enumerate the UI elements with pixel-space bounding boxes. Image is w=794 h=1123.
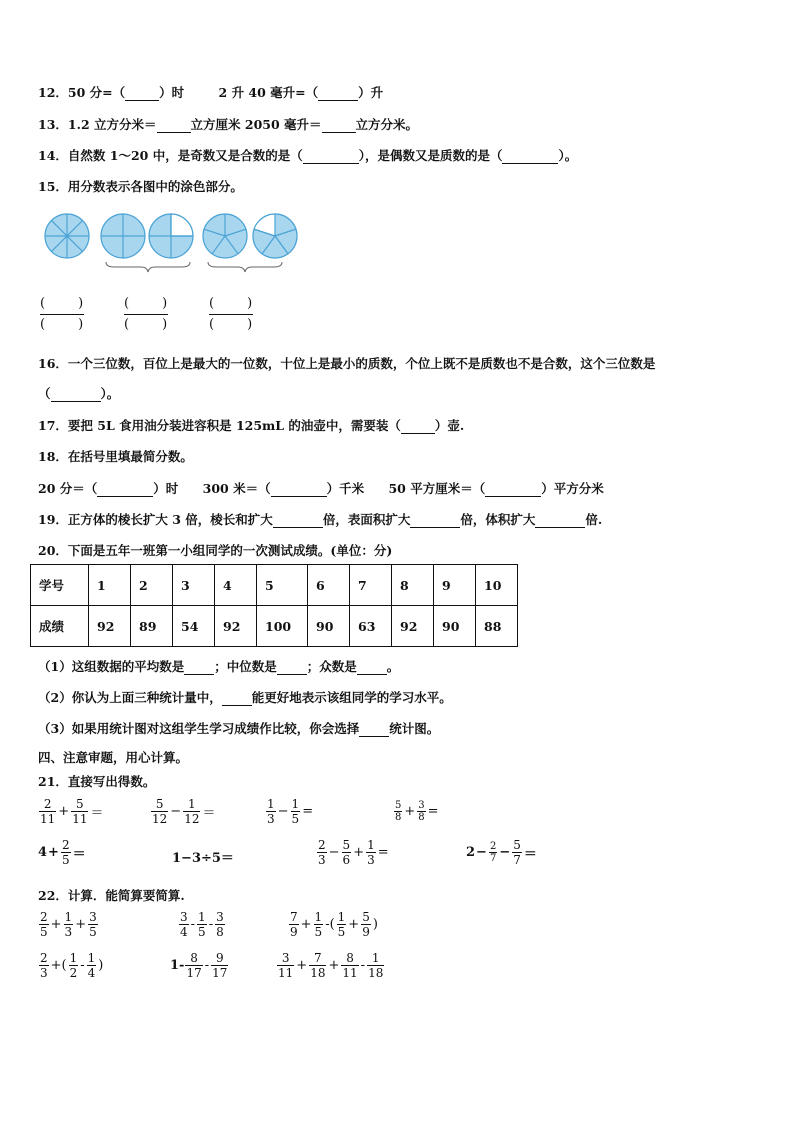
circle-eighths <box>45 214 89 258</box>
expression: $\frac{5}{8}$ + $\frac{3}{8}$ = <box>395 800 439 823</box>
answer-blank[interactable] <box>273 514 323 528</box>
question-21: 21．直接写出得数。 <box>38 774 156 789</box>
question-14: 14．自然数 1～20 中，是奇数又是合数的是（ ），是偶数又是质数的是（ ）。 <box>38 148 578 163</box>
answer-blank[interactable] <box>125 87 159 101</box>
circle-fifths-1 <box>203 214 247 258</box>
question-16: 16．一个三位数，百位上是最大的一位数，十位上是最小的质数，个位上既不是质数也不是合数，这个三位数是 <box>38 356 656 371</box>
expression: $\frac{1}{3}$ − $\frac{1}{5}$ = <box>267 797 314 826</box>
answer-blank[interactable] <box>318 87 358 101</box>
question-13: 13．1.2 立方分米＝ 立方厘米 2050 毫升＝ 立方分米。 <box>38 117 419 132</box>
answer-blank[interactable] <box>303 150 359 164</box>
expression: $\frac{2}{5}$ + $\frac{1}{3}$ + $\frac{3}{5}$ <box>40 910 97 939</box>
answer-blank[interactable] <box>485 483 541 497</box>
expression: $\frac{2}{3}$ +( $\frac{1}{2}$ - $\frac{1}{4}$ ) <box>40 951 104 980</box>
table-row: 成绩 92 89 54 92 100 90 63 92 90 88 <box>31 606 518 647</box>
answer-blank[interactable] <box>157 119 191 133</box>
circle-fifths-2 <box>253 214 297 258</box>
answer-blank[interactable] <box>222 692 252 706</box>
expression: 2 − $\frac{2}{7}$ − $\frac{5}{7}$ ＝ <box>466 838 537 867</box>
answer-blank[interactable] <box>271 483 327 497</box>
question-20: 20．下面是五年一班第一小组同学的一次测试成绩。(单位：分) <box>38 543 393 558</box>
answer-fraction[interactable]: ( ) ( ) <box>40 296 84 332</box>
expression: 1- $\frac{8}{17}$ - $\frac{9}{17}$ <box>170 951 228 980</box>
answer-blank[interactable] <box>357 661 387 675</box>
brace-icon <box>106 262 190 272</box>
question-20-part1: （1）这组数据的平均数是 ；中位数是 ；众数是 。 <box>38 659 400 674</box>
expression: 4 + $\frac{2}{5}$ ＝ <box>38 838 86 867</box>
question-22: 22．计算．能简算要简算. <box>38 888 185 903</box>
question-16-line2: （ ）。 <box>38 386 120 401</box>
question-20-part2: （2）你认为上面三种统计量中， 能更好地表示该组同学的学习水平。 <box>38 690 452 705</box>
answer-blank[interactable] <box>277 661 307 675</box>
answer-fraction[interactable]: ( ) ( ) <box>209 296 253 332</box>
question-18: 18．在括号里填最简分数。 <box>38 449 193 464</box>
table-row: 学号 1 2 3 4 5 6 7 8 9 10 <box>31 565 518 606</box>
expression: $\frac{3}{4}$ - $\frac{1}{5}$ - $\frac{3}{8}$ <box>180 910 224 939</box>
answer-blank[interactable] <box>401 420 435 434</box>
expression: $\frac{2}{3}$ − $\frac{5}{6}$ + $\frac{1}{3}$ = <box>318 838 389 867</box>
expression: 1−3÷5＝ <box>172 851 234 866</box>
answer-blank[interactable] <box>535 514 585 528</box>
brace-icon <box>208 262 282 272</box>
question-17: 17．要把 5L 食用油分装进容积是 125mL 的油壶中，需要装（ ）壶. <box>38 418 465 433</box>
answer-blank[interactable] <box>359 723 389 737</box>
question-15: 15．用分数表示各图中的涂色部分。 <box>38 179 243 194</box>
expression: $\frac{5}{12}$ − $\frac{1}{12}$ ＝ <box>152 797 216 826</box>
question-18-items: 20 分＝（ ）时 300 米＝（ ）千米 50 平方厘米＝（ ）平方分米 <box>38 481 604 496</box>
expression: $\frac{2}{11}$ + $\frac{5}{11}$ ＝ <box>40 797 104 826</box>
answer-blank[interactable] <box>184 661 214 675</box>
expression: $\frac{7}{9}$ + $\frac{1}{5}$ -( $\frac{1}{5}$ + $\frac{5}{9}$ ) <box>290 910 378 939</box>
question-19: 19．正方体的棱长扩大 3 倍，棱长和扩大 倍，表面积扩大 倍，体积扩大 倍. <box>38 512 603 527</box>
circle-quarters-1 <box>101 214 145 258</box>
answer-blank[interactable] <box>322 119 356 133</box>
answer-blank[interactable] <box>51 388 101 402</box>
question-20-part3: （3）如果用统计图对这组学生学习成绩作比较，你会选择 统计图。 <box>38 721 440 736</box>
expression: $\frac{3}{11}$ + $\frac{7}{18}$ + $\frac{8}{11}$ - $\frac{1}{18}$ <box>278 951 384 980</box>
question-12: 12．50 分=（ ）时 2 升 40 毫升=（ ）升 <box>38 85 384 100</box>
section-heading: 四、注意审题，用心计算。 <box>38 750 189 765</box>
answer-blank[interactable] <box>502 150 558 164</box>
score-table <box>30 564 518 647</box>
answer-blank[interactable] <box>97 483 153 497</box>
circle-quarters-2 <box>149 214 193 258</box>
question-number: 12． <box>38 85 68 100</box>
answer-fraction[interactable]: ( ) ( ) <box>124 296 168 332</box>
fraction-circles-figure <box>40 208 310 278</box>
answer-blank[interactable] <box>410 514 460 528</box>
